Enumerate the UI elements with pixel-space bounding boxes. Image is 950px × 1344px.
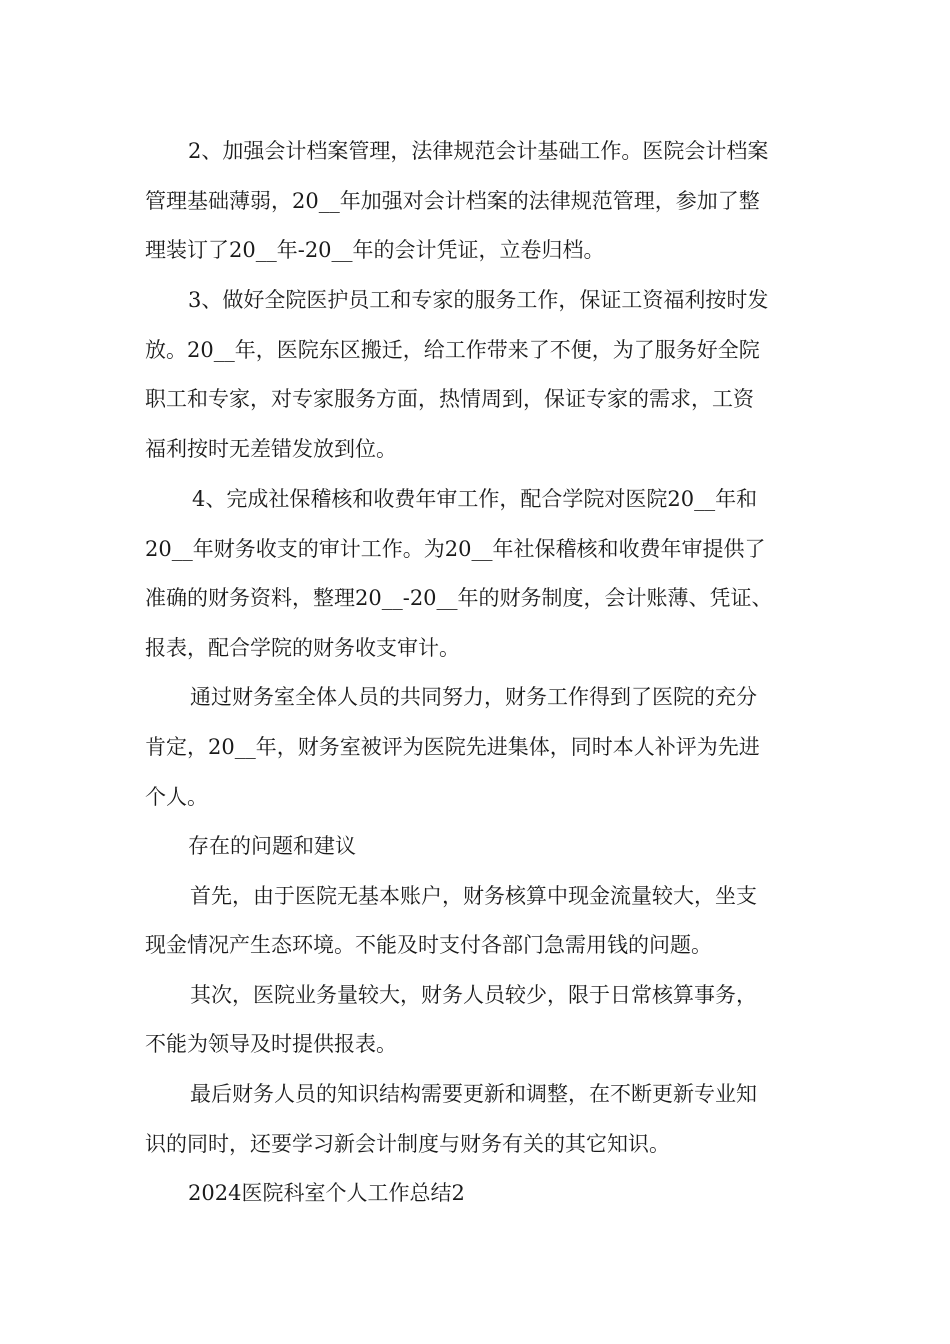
paragraph-3-line-2: 20__年财务收支的审计工作。为20__年社保稽核和收费年审提供了 [145, 537, 766, 561]
paragraph-2-line-4: 福利按时无差错发放到位。 [145, 437, 397, 461]
paragraph-1-line-1: 2、加强会计档案管理，法律规范会计基础工作。医院会计档案 [188, 139, 769, 163]
paragraph-7-line-2: 识的同时，还要学习新会计制度与财务有关的其它知识。 [145, 1132, 670, 1156]
paragraph-2-line-1: 3、做好全院医护员工和专家的服务工作，保证工资福利按时发 [188, 288, 769, 312]
paragraph-1-line-2: 管理基础薄弱，20__年加强对会计档案的法律规范管理，参加了整 [145, 189, 760, 213]
paragraph-4-line-2: 肯定，20__年，财务室被评为医院先进集体，同时本人补评为先进 [145, 735, 760, 759]
paragraph-6-line-1: 其次，医院业务量较大，财务人员较少，限于日常核算事务， [190, 983, 757, 1007]
paragraph-3-line-4: 报表，配合学院的财务收支审计。 [145, 636, 460, 660]
paragraph-1-line-3: 理装订了20__年-20__年的会计凭证，立卷归档。 [145, 238, 605, 262]
paragraph-3-line-1: 4、完成社保稽核和收费年审工作，配合学院对医院20__年和 [192, 487, 758, 511]
section-heading: 存在的问题和建议 [188, 834, 356, 858]
paragraph-5-line-2: 现金情况产生态环境。不能及时支付各部门急需用钱的问题。 [145, 933, 712, 957]
paragraph-4-line-1: 通过财务室全体人员的共同努力，财务工作得到了医院的充分 [190, 685, 757, 709]
paragraph-7-line-1: 最后财务人员的知识结构需要更新和调整，在不断更新专业知 [190, 1082, 757, 1106]
paragraph-5-line-1: 首先，由于医院无基本账户，财务核算中现金流量较大，坐支 [190, 884, 757, 908]
paragraph-2-line-3: 职工和专家，对专家服务方面，热情周到，保证专家的需求，工资 [145, 387, 754, 411]
paragraph-6-line-2: 不能为领导及时提供报表。 [145, 1032, 397, 1056]
paragraph-2-line-2: 放。20__年，医院东区搬迁，给工作带来了不便，为了服务好全院 [145, 338, 760, 362]
next-section-title: 2024医院科室个人工作总结2 [188, 1181, 465, 1205]
paragraph-4-line-3: 个人。 [145, 785, 208, 809]
paragraph-3-line-3: 准确的财务资料，整理20__-20__年的财务制度，会计账薄、凭证、 [145, 586, 773, 610]
